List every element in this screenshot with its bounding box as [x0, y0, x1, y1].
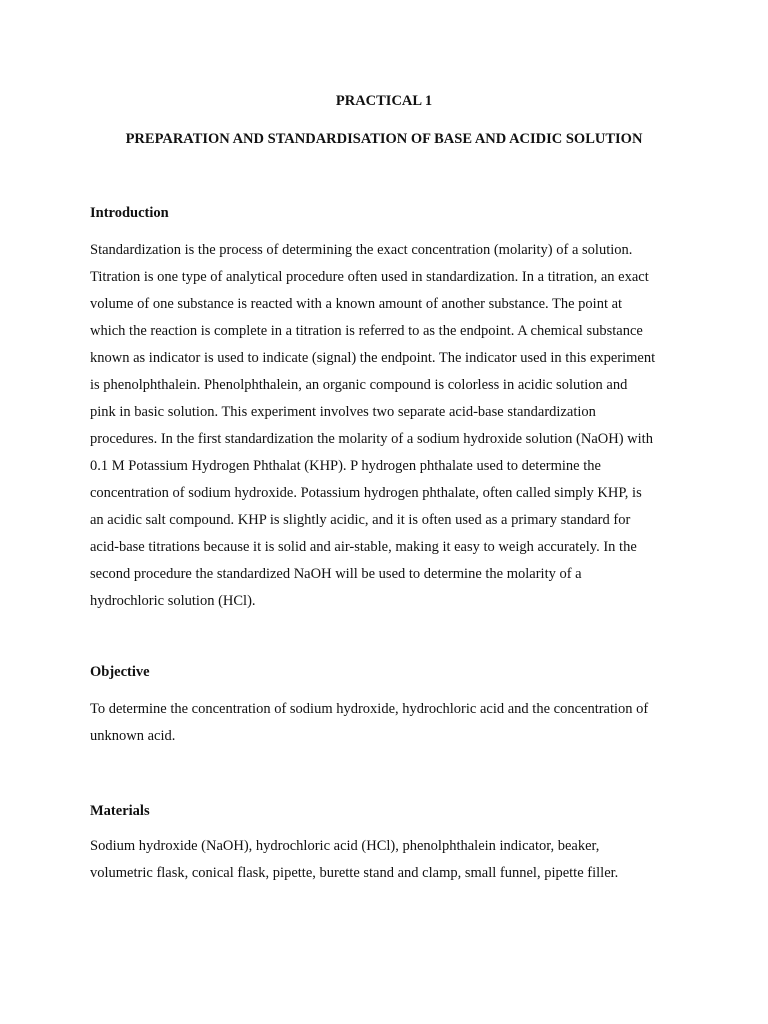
section-heading-materials: Materials — [90, 803, 150, 819]
paragraph-line: volumetric flask, conical flask, pipette, burette stand and clamp, small funnel, pipette filler. — [90, 865, 619, 881]
paragraph-line: pink in basic solution. This experiment involves two separate acid-base standardization — [90, 404, 596, 420]
paragraph-line: unknown acid. — [90, 728, 176, 744]
paragraph-line: known as indicator is used to indicate (signal) the endpoint. The indicator used in this experiment — [90, 350, 656, 366]
document-title: PRACTICAL 1 — [335, 93, 433, 109]
section-heading-objective: Objective — [90, 664, 150, 680]
paragraph-line: an acidic salt compound. KHP is slightly acidic, and it is often used as a primary standard for — [90, 512, 631, 528]
objective-paragraph — [90, 696, 682, 750]
paragraph-line: which the reaction is complete in a titration is referred to as the endpoint. A chemical substance — [90, 323, 643, 339]
paragraph-line: Titration is one type of analytical procedure often used in standardization. In a titration, an exact — [90, 269, 649, 285]
paragraph-line: acid-base titrations because it is solid and air-stable, making it easy to weigh accurately. In the — [90, 539, 637, 555]
section-heading-introduction: Introduction — [90, 205, 169, 221]
paragraph-line: hydrochloric solution (HCl). — [90, 593, 256, 609]
paragraph-line: concentration of sodium hydroxide. Potassium hydrogen phthalate, often called simply KHP, is — [90, 485, 642, 501]
paragraph-line: To determine the concentration of sodium hydroxide, hydrochloric acid and the concentration of — [90, 701, 649, 717]
paragraph-line: is phenolphthalein. Phenolphthalein, an organic compound is colorless in acidic solution and — [90, 377, 628, 393]
materials-paragraph — [90, 833, 682, 887]
paragraph-line: volume of one substance is reacted with a known amount of another substance. The point at — [90, 296, 623, 312]
introduction-paragraph — [90, 237, 682, 615]
paragraph-line: 0.1 M Potassium Hydrogen Phthalat (KHP). P hydrogen phthalate used to determine the — [90, 458, 601, 474]
paragraph-line: Standardization is the process of determining the exact concentration (molarity) of a solution. — [90, 242, 633, 258]
paragraph-line: second procedure the standardized NaOH will be used to determine the molarity of a — [90, 566, 582, 582]
document-subtitle: PREPARATION AND STANDARDISATION OF BASE AND ACIDIC SOLUTION — [125, 131, 643, 147]
paragraph-line: procedures. In the first standardization the molarity of a sodium hydroxide solution (NaOH) with — [90, 431, 653, 447]
paragraph-line: Sodium hydroxide (NaOH), hydrochloric acid (HCl), phenolphthalein indicator, beaker, — [90, 838, 600, 854]
